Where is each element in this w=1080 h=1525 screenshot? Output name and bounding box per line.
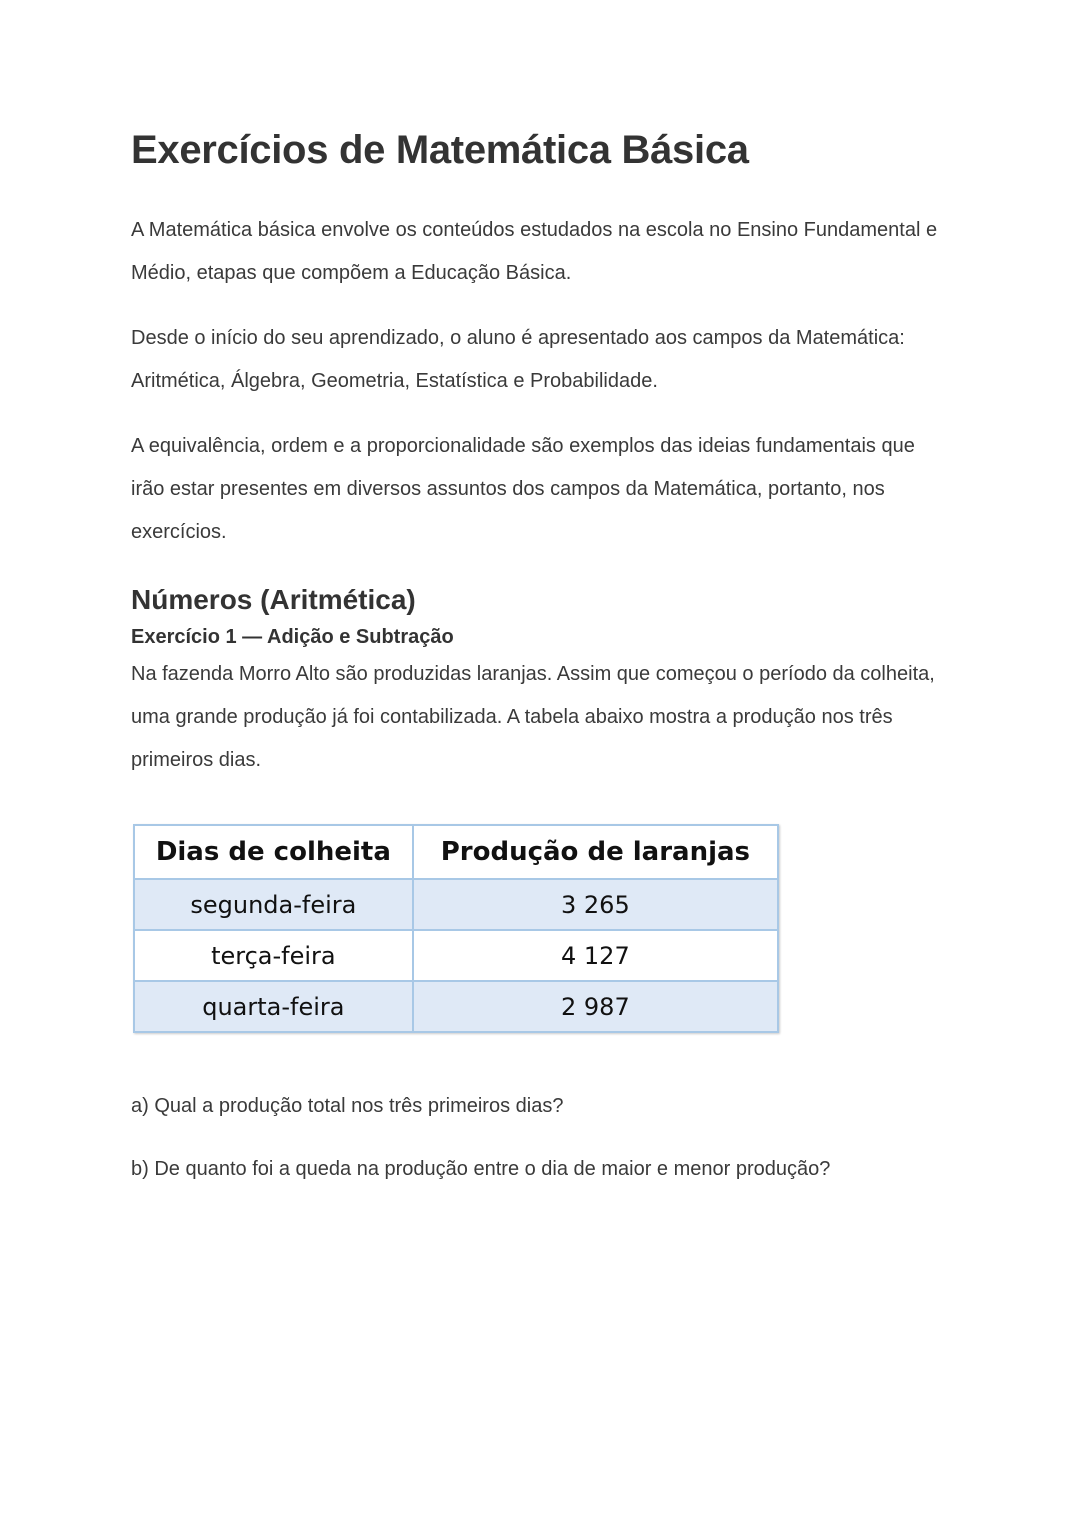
table-row: [134, 879, 778, 930]
table-header: Dias de colheita: [134, 825, 413, 879]
table-header: Produção de laranjas: [413, 825, 778, 879]
question-b: b) De quanto foi a queda na produção entre o dia de maior e menor produção?: [131, 1158, 831, 1180]
table-cell: quarta-feira: [134, 981, 413, 1032]
table-cell: 4 127: [413, 930, 778, 981]
intro-paragraph: A equivalência, ordem e a proporcionalidade são exemplos das ideias fundamentais que irão estar presentes em diversos assuntos dos campos da Matemática, portanto, nos exercícios.: [131, 435, 915, 543]
document-page: [131, 128, 951, 1211]
table-row: [134, 981, 778, 1032]
intro-paragraph: Desde o início do seu aprendizado, o aluno é apresentado aos campos da Matemática: Aritmética, Álgebra, Geometria, Estatística e Probabilidade.: [131, 327, 905, 392]
table-cell: segunda-feira: [134, 879, 413, 930]
section-heading: Números (Aritmética): [131, 584, 416, 615]
table-cell: 3 265: [413, 879, 778, 930]
intro-paragraph: A Matemática básica envolve os conteúdos estudados na escola no Ensino Fundamental e Médio, etapas que compõem a Educação Básica.: [131, 219, 938, 284]
page-title: Exercícios de Matemática Básica: [131, 128, 749, 172]
exercise-title: Exercício 1 — Adição e Subtração: [131, 626, 454, 648]
production-table: [133, 824, 779, 1033]
table-cell: terça-feira: [134, 930, 413, 981]
table-cell: 2 987: [413, 981, 778, 1032]
exercise-text: Na fazenda Morro Alto são produzidas laranjas. Assim que começou o período da colheita, uma grande produção já foi contabilizada. A tabela abaixo mostra a produção nos três primeiros dias.: [131, 663, 935, 771]
question-a: a) Qual a produção total nos três primeiros dias?: [131, 1095, 564, 1117]
table-row: [134, 930, 778, 981]
table-header-row: [134, 825, 778, 879]
